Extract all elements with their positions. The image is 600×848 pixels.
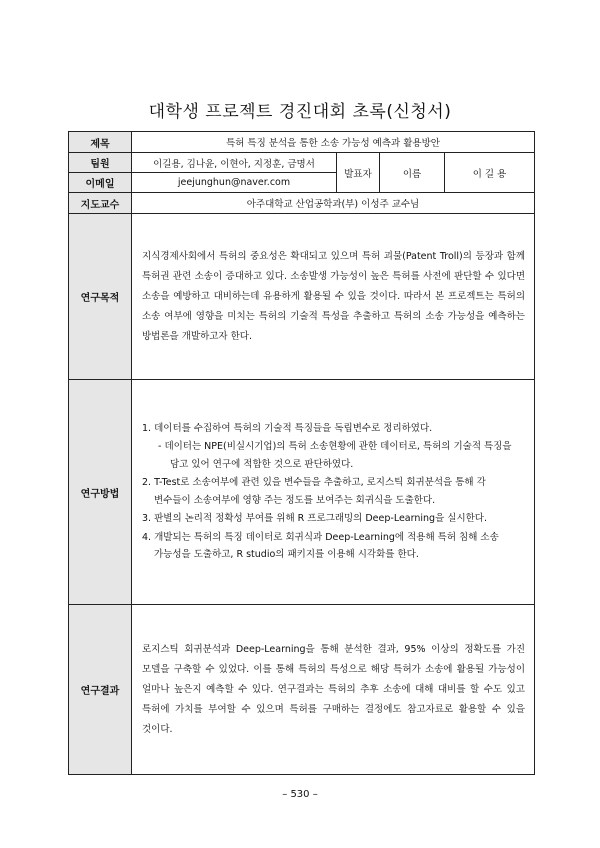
- purpose-text: 지식경제사회에서 특허의 중요성은 확대되고 있으며 특허 괴물(Patent Troll)의 등장과 함께 특허권 관련 소송이 증대하고 있다. 소송발생 가능성이 높은 특허를 사전에 판단할 수 있다면 소송을 예방하고 대비하는데 유용하게 활용될 수 있을 것이다. 따라서 본 프로젝트는 특허의 소송 여부에 영향을 미치는 특허의 기술적 특성을 추출하고 특허의 소송 가능성을 예측하는 방법론을 개발하고자 한다.: [142, 250, 525, 342]
- team-value: 이길용, 김나윤, 이현아, 지정훈, 금명서: [132, 153, 337, 173]
- method-item: 2. T-Test로 소송여부에 관련 있을 변수들을 추출하고, 로지스틱 회귀분석을 통해 각 변수들이 소송여부에 영향 주는 정도를 보여주는 회귀식을 도출한다.: [142, 477, 486, 506]
- page-title: 대학생 프로젝트 경진대회 초록(신청서): [148, 102, 452, 122]
- page-number: – 530 –: [282, 789, 318, 800]
- abstract-form-table: [68, 131, 535, 775]
- team-label: 팀원: [69, 153, 132, 173]
- advisor-value: 아주대학교 산업공학과(부) 이성주 교수님: [132, 193, 535, 214]
- advisor-row: [69, 193, 535, 214]
- subject-label: 제목: [69, 132, 132, 153]
- result-label: 연구결과: [69, 605, 132, 775]
- email-value: jeejunghun@naver.com: [132, 173, 337, 193]
- result-cell: [132, 605, 535, 775]
- purpose-cell: [132, 214, 535, 380]
- team-row: [69, 153, 535, 173]
- method-label: 연구방법: [69, 380, 132, 605]
- method-item: 4. 개발되는 특허의 특징 데이터로 회귀식과 Deep-Learning에 적용해 특허 침해 소송 가능성을 도출하고, R studio의 패키지를 이용해 시각화를 한다.: [142, 531, 499, 560]
- method-item: 1. 데이터를 수집하여 특허의 기술적 특징들을 독립변수로 정리하였다.: [142, 422, 433, 434]
- method-item: 3. 판별의 논리적 정확성 부여를 위해 R 프로그래밍의 Deep-Learning을 실시한다.: [142, 513, 487, 524]
- purpose-row: [69, 214, 535, 380]
- subject-row: [69, 132, 535, 153]
- method-subitem: - 데이터는 NPE(비실시기업)의 특허 소송현황에 관한 데이터로, 특허의 기술적 특징을 담고 있어 연구에 적합한 것으로 판단하였다.: [158, 441, 512, 470]
- advisor-label: 지도교수: [69, 193, 132, 214]
- method-cell: [132, 380, 535, 605]
- method-list: [142, 420, 525, 564]
- subject-value: 특허 특징 분석을 통한 소송 가능성 예측과 활용방안: [132, 132, 535, 153]
- purpose-label: 연구목적: [69, 214, 132, 380]
- result-row: [69, 605, 535, 775]
- result-text: 로지스틱 회귀분석과 Deep-Learning을 통해 분석한 결과, 95% 이상의 정확도를 가진 모델을 구축할 수 있었다. 이를 통해 특허의 특성으로 해당 특허가 소송에 활용될 가능성이 얼마나 높은지 예측할 수 있다. 연구결과는 특허의 추후 소송에 대해 대비를 할 수도 있고 특허에 가치를 부여할 수 있으며 특허를 구매하는 결정에도 참고자료로 활용할 수 있을 것이다.: [142, 643, 525, 735]
- email-label: 이메일: [69, 173, 132, 193]
- presenter-label: 발표자: [337, 153, 380, 193]
- name-value: 이 길 용: [445, 153, 535, 193]
- method-row: [69, 380, 535, 605]
- name-label: 이름: [380, 153, 445, 193]
